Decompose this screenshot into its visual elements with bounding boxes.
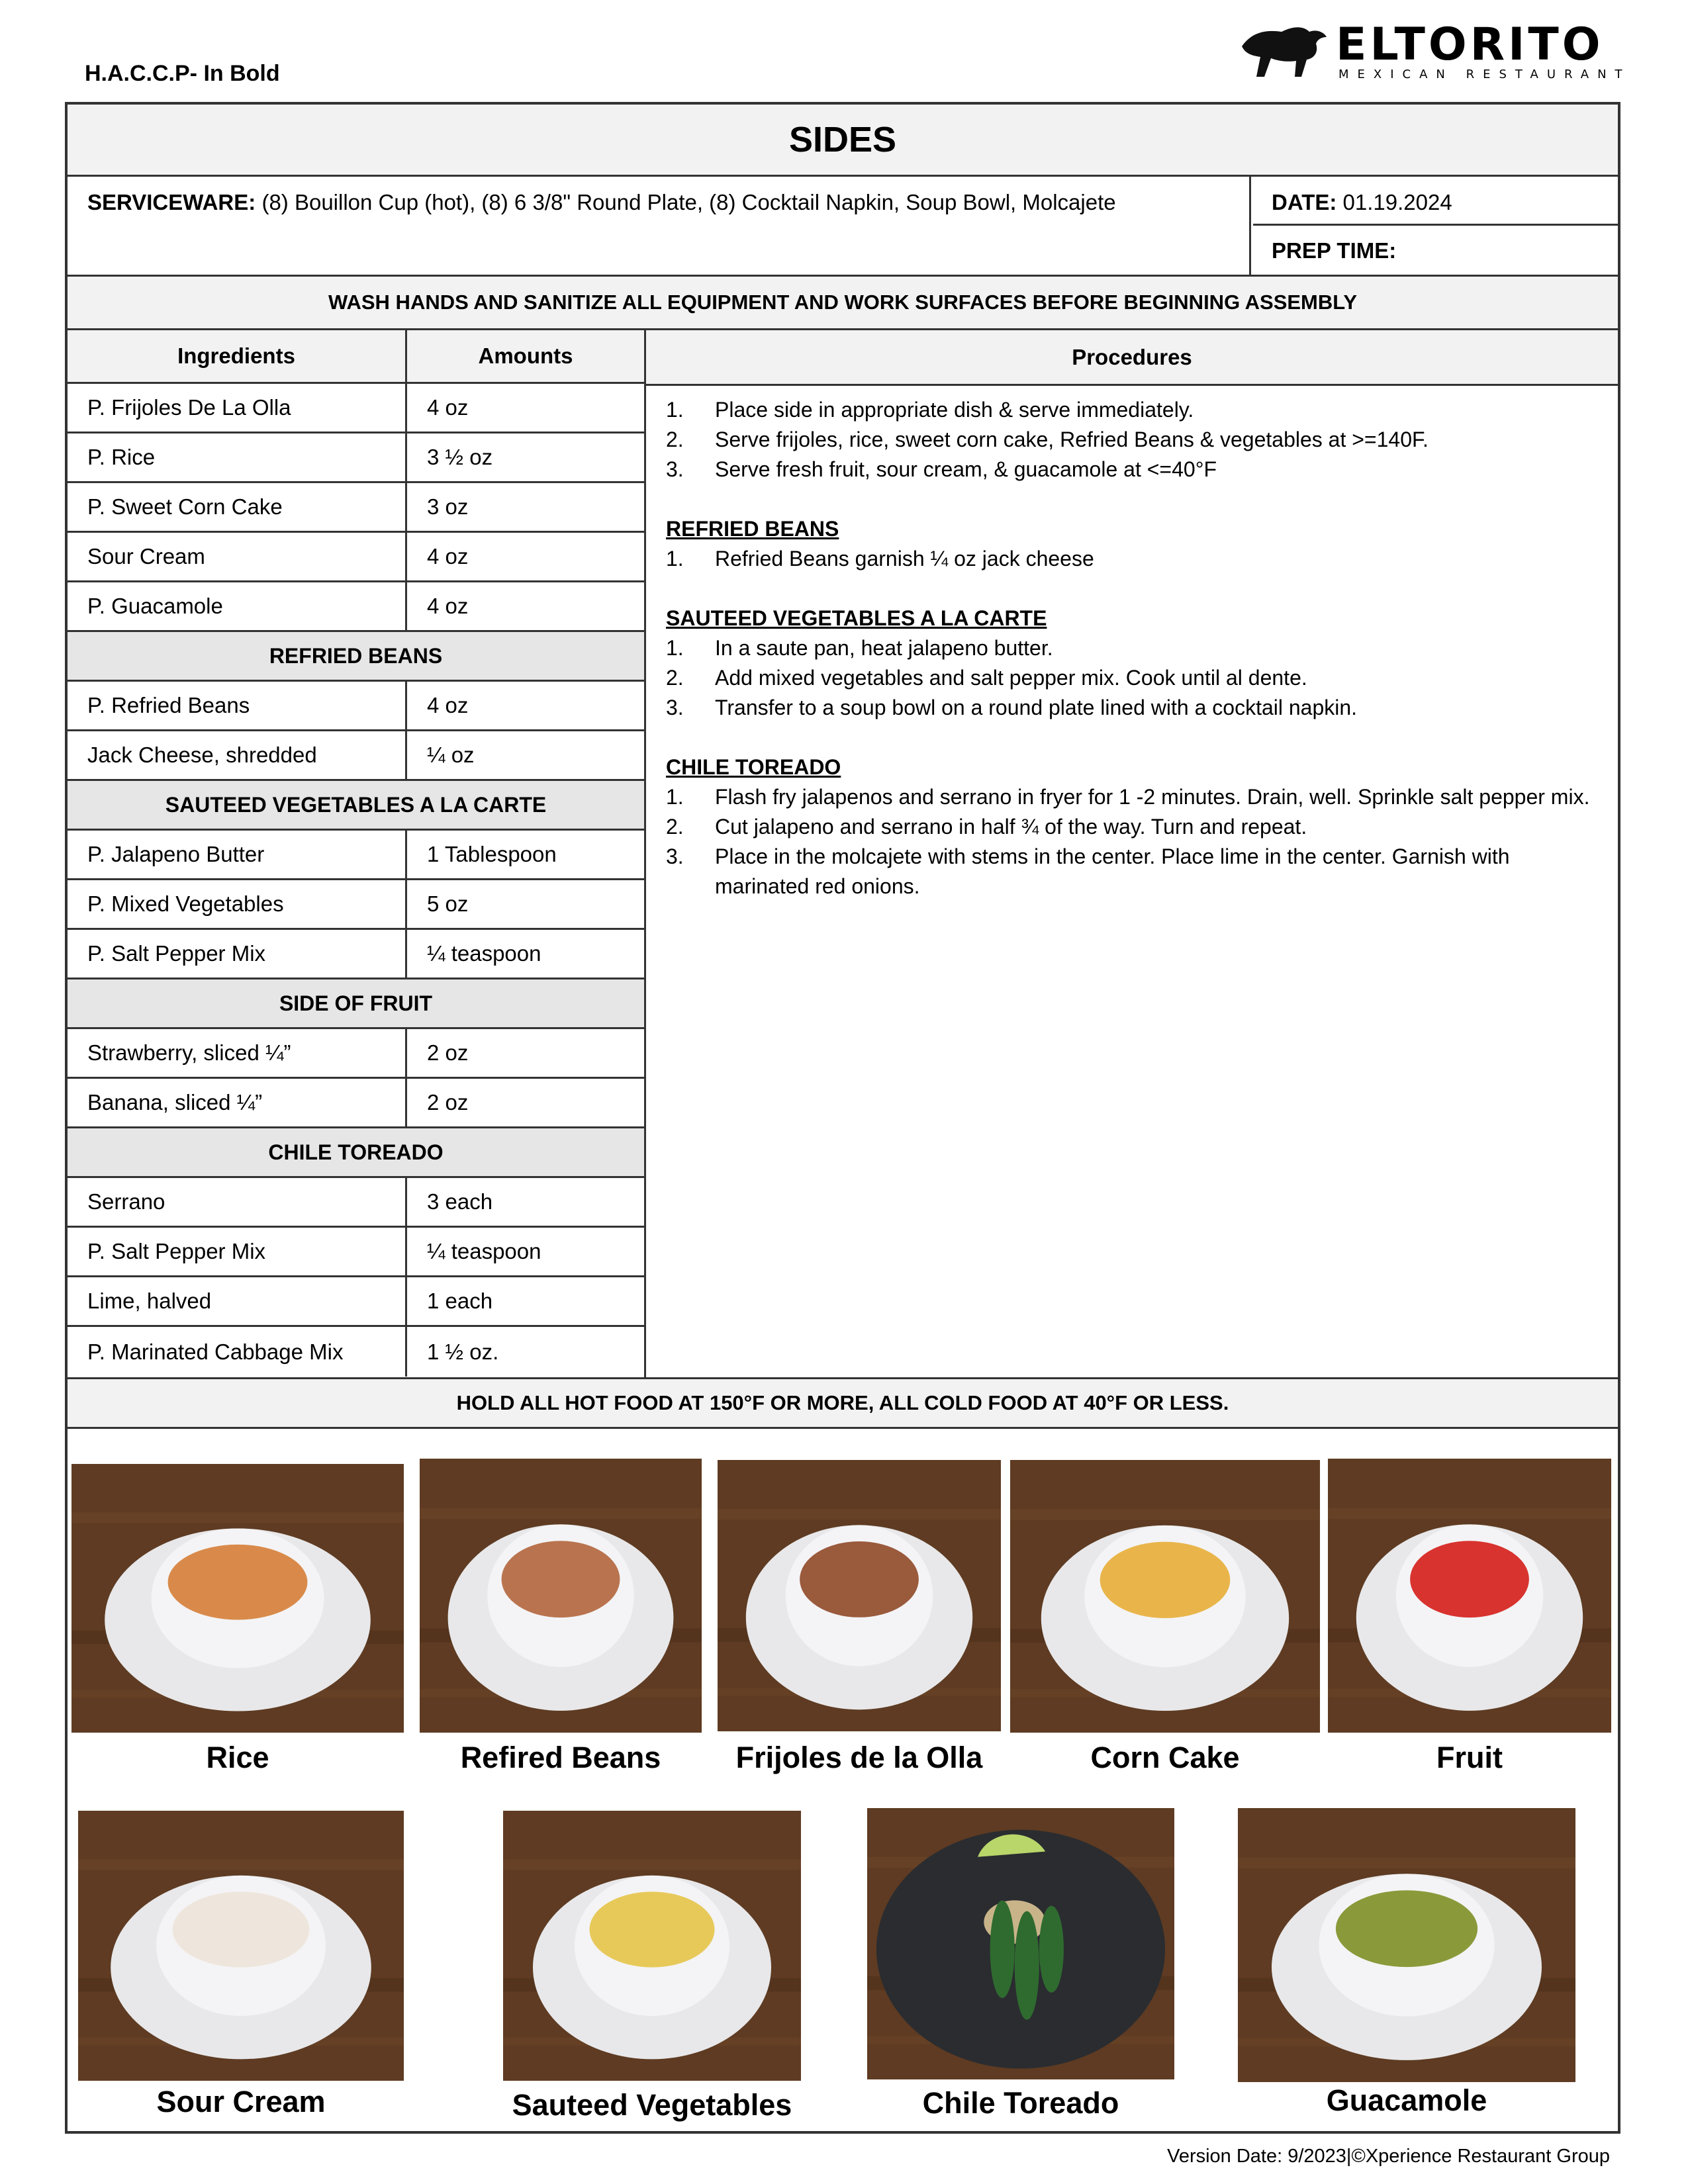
procedure-step [666, 455, 1598, 484]
procedure-step [666, 425, 1598, 455]
ingredient-amount: 5 oz [427, 891, 469, 916]
ingredient-amount: ¼ teaspoon [427, 1239, 541, 1263]
procedures-list [646, 386, 1618, 911]
page-title: SIDES [68, 105, 1618, 177]
procedure-section-title: SAUTEED VEGETABLES A LA CARTE [666, 606, 1047, 630]
procedure-step [666, 544, 1598, 574]
step-number: 1. [666, 398, 684, 422]
procedure-step [666, 812, 1598, 842]
ingredient-row [68, 682, 644, 731]
procedure-step [666, 693, 1598, 723]
photo-chile-toreado [867, 1808, 1174, 2079]
step-number: 1. [666, 547, 684, 570]
step-text: Serve fresh fruit, sour cream, & guacamole at <=40°F [715, 457, 1217, 481]
step-text: Add mixed vegetables and salt pepper mix. Cook until al dente. [715, 666, 1307, 690]
ingredient-amount: ¼ oz [427, 743, 475, 767]
procedure-step [666, 663, 1598, 693]
ingredient-section-header: SIDE OF FRUIT [68, 979, 644, 1029]
ingredient-name: Banana, sliced ¼” [68, 1079, 407, 1126]
step-text: Place side in appropriate dish & serve immediately. [715, 398, 1194, 422]
procedure-section-title: CHILE TOREADO [666, 755, 841, 779]
step-text: Transfer to a soup bowl on a round plate lined with a cocktail napkin. [715, 696, 1358, 719]
haccp-note: H.A.C.C.P- In Bold [85, 61, 280, 86]
step-text: In a saute pan, heat jalapeno butter. [715, 636, 1053, 660]
ingredient-name: Strawberry, sliced ¼” [68, 1029, 407, 1077]
ingredient-section-header: CHILE TOREADO [68, 1128, 644, 1178]
photo-fruit [1328, 1459, 1611, 1733]
ingredient-row [68, 384, 644, 433]
serviceware-row [68, 177, 1618, 277]
procedure-section-title: REFRIED BEANS [666, 517, 839, 541]
sauteed-vegetables-photo-image [503, 1811, 801, 2081]
ingredient-amount: ¼ teaspoon [427, 941, 541, 966]
photo-caption: Sour Cream [156, 2085, 326, 2118]
ingredient-section-header: SAUTEED VEGETABLES A LA CARTE [68, 781, 644, 831]
step-number: 2. [666, 815, 684, 839]
ingredient-name: P. Guacamole [68, 582, 407, 630]
procedure-step [666, 782, 1598, 812]
amounts-header-label: Amounts [478, 343, 573, 368]
photo-caption: Guacamole [1326, 2083, 1487, 2117]
frijoles-de-la-olla-photo-image [718, 1460, 1001, 1731]
ingredient-name: P. Refried Beans [68, 682, 407, 729]
procedure-step [666, 633, 1598, 663]
ingredient-name: P. Salt Pepper Mix [68, 930, 407, 978]
el-torito-logo [1238, 19, 1631, 86]
step-number: 2. [666, 666, 684, 690]
photo-caption: Refired Beans [460, 1741, 661, 1774]
logo-subtitle: MEXICAN RESTAURANT [1338, 68, 1631, 81]
ingredient-row [68, 1327, 644, 1377]
procedures-panel [646, 330, 1618, 1377]
ingredients-header [68, 330, 644, 384]
corn-cake-photo-image [1010, 1460, 1320, 1733]
step-text: Place in the molcajete with stems in the center. Place lime in the center. Garnish with marinated red onions. [715, 844, 1510, 898]
ingredient-amount: 2 oz [427, 1090, 469, 1115]
date-label: DATE: [1272, 190, 1337, 214]
ingredient-name: Jack Cheese, shredded [68, 731, 407, 779]
hold-temperature-note: HOLD ALL HOT FOOD AT 150°F OR MORE, ALL COLD FOOD AT 40°F OR LESS. [68, 1379, 1618, 1429]
ingredient-amount: 4 oz [427, 693, 469, 717]
ingredient-row [68, 533, 644, 582]
ingredient-rows [68, 384, 644, 1377]
ingredient-row [68, 433, 644, 483]
step-text: Flash fry jalapenos and serrano in fryer for 1 -2 minutes. Drain, well. Sprinkle salt pepper mix. [715, 785, 1590, 809]
photo-refired-beans [420, 1459, 702, 1733]
ingredient-amount: 1 each [427, 1289, 493, 1313]
ingredient-row [68, 880, 644, 930]
guacamole-photo-image [1238, 1808, 1575, 2082]
step-number: 3. [666, 844, 684, 868]
ingredients-table [68, 330, 646, 1377]
ingredient-row [68, 831, 644, 880]
ingredient-amount: 2 oz [427, 1040, 469, 1065]
photo-sauteed-vegetables [503, 1811, 801, 2081]
ingredient-row [68, 1079, 644, 1128]
ingredients-header-label: Ingredients [68, 330, 407, 382]
ingredient-amount: 4 oz [427, 544, 469, 569]
version-footer: Version Date: 9/2023|©Xperience Restaurant Group [1167, 2146, 1610, 2167]
ingredient-name: P. Marinated Cabbage Mix [68, 1327, 407, 1377]
ingredient-row [68, 1029, 644, 1079]
ingredient-name: Serrano [68, 1178, 407, 1226]
photo-caption: Frijoles de la Olla [735, 1741, 983, 1774]
bull-icon [1238, 20, 1331, 81]
rice-photo-image [71, 1464, 404, 1733]
photo-caption: Corn Cake [1090, 1741, 1240, 1774]
photo-caption: Fruit [1436, 1741, 1503, 1774]
photo-corn-cake [1010, 1460, 1320, 1733]
serviceware-cell [68, 177, 1251, 275]
date-value: 01.19.2024 [1336, 190, 1452, 214]
ingredient-amount: 3 oz [427, 494, 469, 519]
ingredient-row [68, 930, 644, 979]
ingredient-name: P. Salt Pepper Mix [68, 1228, 407, 1275]
ingredient-name: P. Jalapeno Butter [68, 831, 407, 878]
ingredient-row [68, 582, 644, 632]
ingredient-amount: 3 ½ oz [427, 445, 493, 469]
serviceware-value: (8) Bouillon Cup (hot), (8) 6 3/8" Round Plate, (8) Cocktail Napkin, Soup Bowl, Molcajete [256, 190, 1116, 214]
step-number: 1. [666, 636, 684, 660]
photo-caption: Chile Toreado [922, 2086, 1119, 2120]
procedures-header: Procedures [646, 330, 1618, 386]
procedure-step [666, 395, 1598, 425]
ingredient-row [68, 483, 644, 533]
ingredient-name: P. Mixed Vegetables [68, 880, 407, 928]
date-cell [1253, 177, 1618, 226]
ingredient-amount: 4 oz [427, 594, 469, 618]
refired-beans-photo-image [420, 1459, 702, 1733]
ingredient-row [68, 731, 644, 781]
ingredient-amount: 4 oz [427, 395, 469, 420]
ingredient-row [68, 1228, 644, 1277]
ingredient-amount: 1 ½ oz. [427, 1339, 499, 1364]
step-number: 3. [666, 696, 684, 719]
ingredient-name: Sour Cream [68, 533, 407, 580]
photo-frijoles-de-la-olla [718, 1460, 1001, 1731]
ingredient-row [68, 1178, 644, 1228]
ingredient-row [68, 1277, 644, 1327]
step-text: Serve frijoles, rice, sweet corn cake, Refried Beans & vegetables at >=140F. [715, 428, 1429, 451]
fruit-photo-image [1328, 1459, 1611, 1733]
photo-caption: Rice [206, 1741, 269, 1774]
step-text: Cut jalapeno and serrano in half ¾ of the way. Turn and repeat. [715, 815, 1307, 839]
step-number: 1. [666, 785, 684, 809]
ingredient-name: Lime, halved [68, 1277, 407, 1325]
ingredient-amount: 1 Tablespoon [427, 842, 557, 866]
photo-rice [71, 1464, 404, 1733]
step-number: 3. [666, 457, 684, 481]
step-text: Refried Beans garnish ¼ oz jack cheese [715, 547, 1094, 570]
photo-caption: Sauteed Vegetables [512, 2088, 792, 2122]
procedure-step [666, 842, 1598, 901]
ingredient-name: P. Frijoles De La Olla [68, 384, 407, 432]
chile-toreado-photo-image [867, 1808, 1174, 2079]
ingredient-amount: 3 each [427, 1189, 493, 1214]
wash-hands-note: WASH HANDS AND SANITIZE ALL EQUIPMENT AND WORK SURFACES BEFORE BEGINNING ASSEMBLY [68, 277, 1618, 330]
prep-time-cell: PREP TIME: [1272, 238, 1397, 263]
step-number: 2. [666, 428, 684, 451]
sour-cream-photo-image [78, 1811, 404, 2081]
logo-name: ELTORITO [1336, 19, 1604, 71]
serviceware-label: SERVICEWARE: [87, 190, 256, 214]
ingredient-name: P. Sweet Corn Cake [68, 483, 407, 531]
ingredient-name: P. Rice [68, 433, 407, 481]
recipe-body [68, 330, 1618, 1379]
ingredient-section-header: REFRIED BEANS [68, 632, 644, 682]
photo-guacamole [1238, 1808, 1575, 2082]
photo-sour-cream [78, 1811, 404, 2081]
